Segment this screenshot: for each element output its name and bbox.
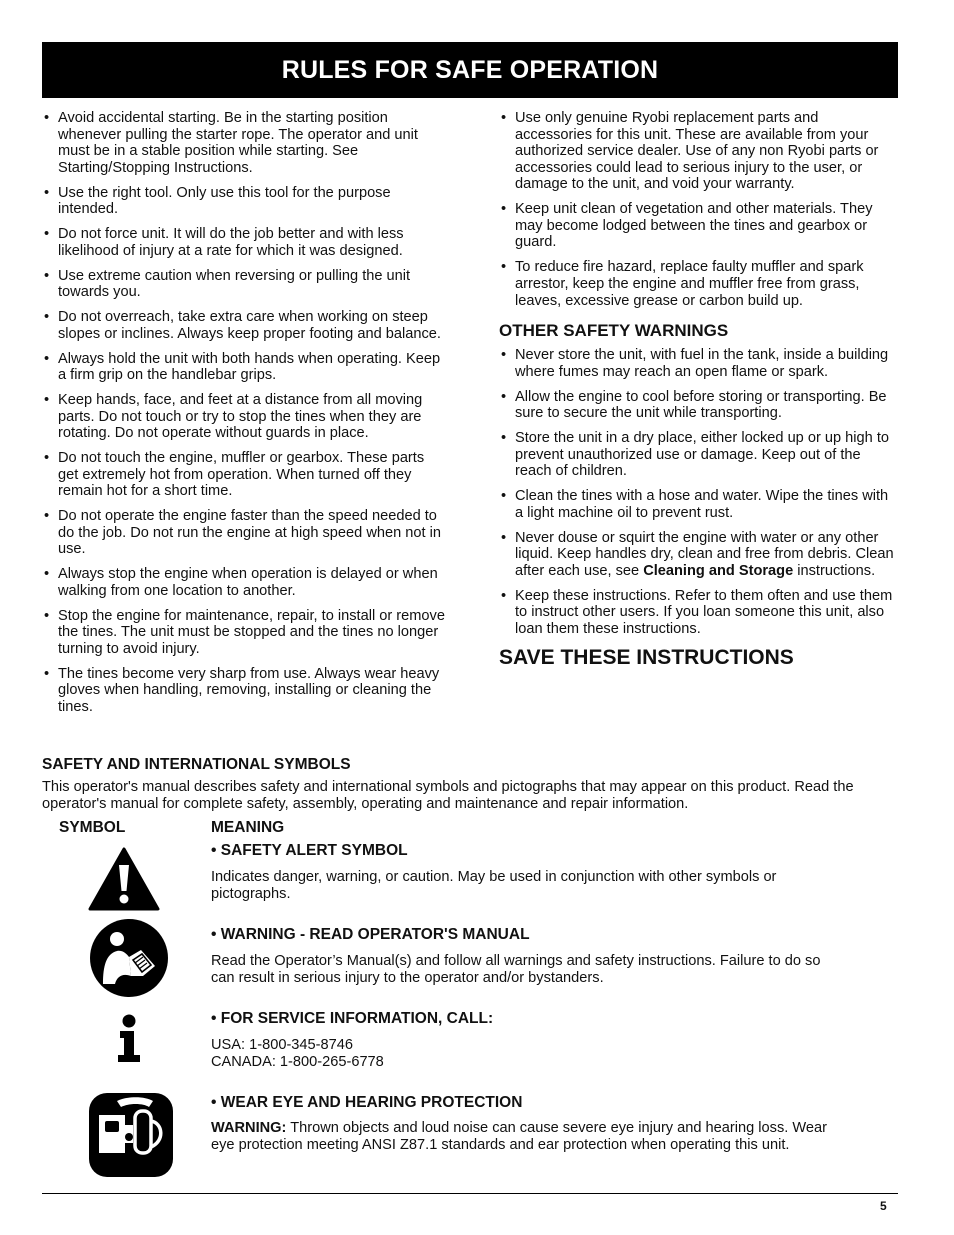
list-item-bold-text: Cleaning and Storage <box>643 562 794 579</box>
symbol-description <box>211 1120 841 1153</box>
warning-triangle-icon <box>88 847 160 911</box>
list-item: • Do not force unit. It will do the job better and with less likelihood of injury at a rate for which it was designed. <box>42 226 447 259</box>
usa-phone: USA: 1-800-345-8746 <box>211 1037 353 1053</box>
list-item-text: instructions. <box>793 562 876 579</box>
list-item: • Keep unit clean of vegetation and other materials. They may become lodged between the tines and gearbox or guard. <box>499 201 899 251</box>
symbol-column-header: SYMBOL <box>59 819 126 836</box>
list-item: • Use only genuine Ryobi replacement parts and accessories for this unit. These are available from your authorized service dealer. Use of any non Ryobi parts or accessories could lead to serious injury to the user, or damage to the unit, and void your warranty. <box>499 110 899 193</box>
right-column <box>499 110 899 670</box>
symbol-title: • WEAR EYE AND HEARING PROTECTION <box>211 1094 523 1111</box>
page-header-banner <box>42 42 898 98</box>
list-item: • Do not touch the engine, muffler or gearbox. These parts get extremely hot from operation. When turned off they remain hot for a short time. <box>42 450 447 500</box>
list-item: • Stop the engine for maintenance, repair, to install or remove the tines. The unit must be stopped and the tines no longer turning to avoid injury. <box>42 608 447 658</box>
footer-divider <box>42 1193 898 1194</box>
list-item: • Clean the tines with a hose and water. Wipe the tines with a light machine oil to prevent rust. <box>499 488 899 521</box>
save-instructions-heading: SAVE THESE INSTRUCTIONS <box>499 645 794 669</box>
list-item: • The tines become very sharp from use. Always wear heavy gloves when handling, removing, installing or cleaning the tines. <box>42 666 447 716</box>
page-number: 5 <box>880 1199 887 1213</box>
read-manual-icon <box>89 918 169 998</box>
list-item: • Avoid accidental starting. Be in the starting position whenever pulling the starter rope. The operator and unit must be in a stable position while starting. See Starting/Stopping Instructions. <box>42 110 447 176</box>
warning-text: Thrown objects and loud noise can cause severe eye injury and hearing loss. Wear eye protection meeting ANSI Z87.1 standards and ear protection when operating this unit. <box>211 1120 827 1153</box>
list-item: • Always stop the engine when operation is delayed or when walking from one location to another. <box>42 566 447 599</box>
warning-label: WARNING: <box>211 1120 287 1136</box>
list-item <box>499 530 899 580</box>
list-item: • Always hold the unit with both hands when operating. Keep a firm grip on the handlebar grips. <box>42 351 447 384</box>
other-safety-heading: OTHER SAFETY WARNINGS <box>499 321 729 341</box>
list-item: • Use the right tool. Only use this tool for the purpose intended. <box>42 185 447 218</box>
list-item: • Do not operate the engine faster than the speed needed to do the job. Do not run the engine at high speed when not in use. <box>42 508 447 558</box>
list-item: • To reduce fire hazard, replace faulty muffler and spark arrestor, keep the engine and muffler free from grass, leaves, excessive grease or carbon build up. <box>499 259 899 309</box>
list-item-text: Never douse or squirt the engine with water or any other liquid. Keep handles dry, clean and free from debris. Clean after each use, see <box>515 529 894 579</box>
symbol-description: Read the Operator’s Manual(s) and follow all warnings and safety instructions. Failure to do so can result in serious injury to the operator and/or bystanders. <box>211 953 821 986</box>
other-safety-list <box>499 347 899 637</box>
safety-rules-list <box>42 110 447 716</box>
symbols-section-title: SAFETY AND INTERNATIONAL SYMBOLS <box>42 756 351 773</box>
page-title: RULES FOR SAFE OPERATION <box>281 55 659 84</box>
eye-ear-protection-icon <box>89 1093 173 1177</box>
list-item: • Allow the engine to cool before storing or transporting. Be sure to secure the unit while transporting. <box>499 389 899 422</box>
list-item: • Use extreme caution when reversing or pulling the unit towards you. <box>42 268 447 301</box>
symbol-title: • SAFETY ALERT SYMBOL <box>211 842 408 859</box>
meaning-column-header: MEANING <box>211 819 285 836</box>
canada-phone: CANADA: 1-800-265-6778 <box>211 1053 384 1070</box>
symbols-section-intro: This operator's manual describes safety and international symbols and pictographs that may appear on this product. Read the operator's manual for complete safety, assembly, operating and maintenance and repair information. <box>42 779 854 812</box>
list-item: • Store the unit in a dry place, either locked up or up high to prevent unauthorized use or damage. Keep out of the reach of children. <box>499 430 899 480</box>
list-item: • Keep hands, face, and feet at a distance from all moving parts. Do not touch or try to stop the tines when they are rotating. Do not operate without guards in place. <box>42 392 447 442</box>
list-item: • Keep these instructions. Refer to them often and use them to instruct other users. If you loan someone this unit, also loan them these instructions. <box>499 588 899 638</box>
parts-maintenance-list <box>499 110 899 309</box>
info-icon <box>114 1014 144 1064</box>
service-phone-numbers <box>211 1037 841 1070</box>
symbol-description: Indicates danger, warning, or caution. May be used in conjunction with other symbols or pictographs. <box>211 869 777 902</box>
list-item: • Do not overreach, take extra care when working on steep slopes or inclines. Always keep proper footing and balance. <box>42 309 447 342</box>
left-column <box>42 110 447 724</box>
symbol-title: • FOR SERVICE INFORMATION, CALL: <box>211 1010 494 1027</box>
list-item: • Never store the unit, with fuel in the tank, inside a building where fumes may reach an open flame or spark. <box>499 347 899 380</box>
symbol-title: • WARNING - READ OPERATOR'S MANUAL <box>211 926 530 943</box>
